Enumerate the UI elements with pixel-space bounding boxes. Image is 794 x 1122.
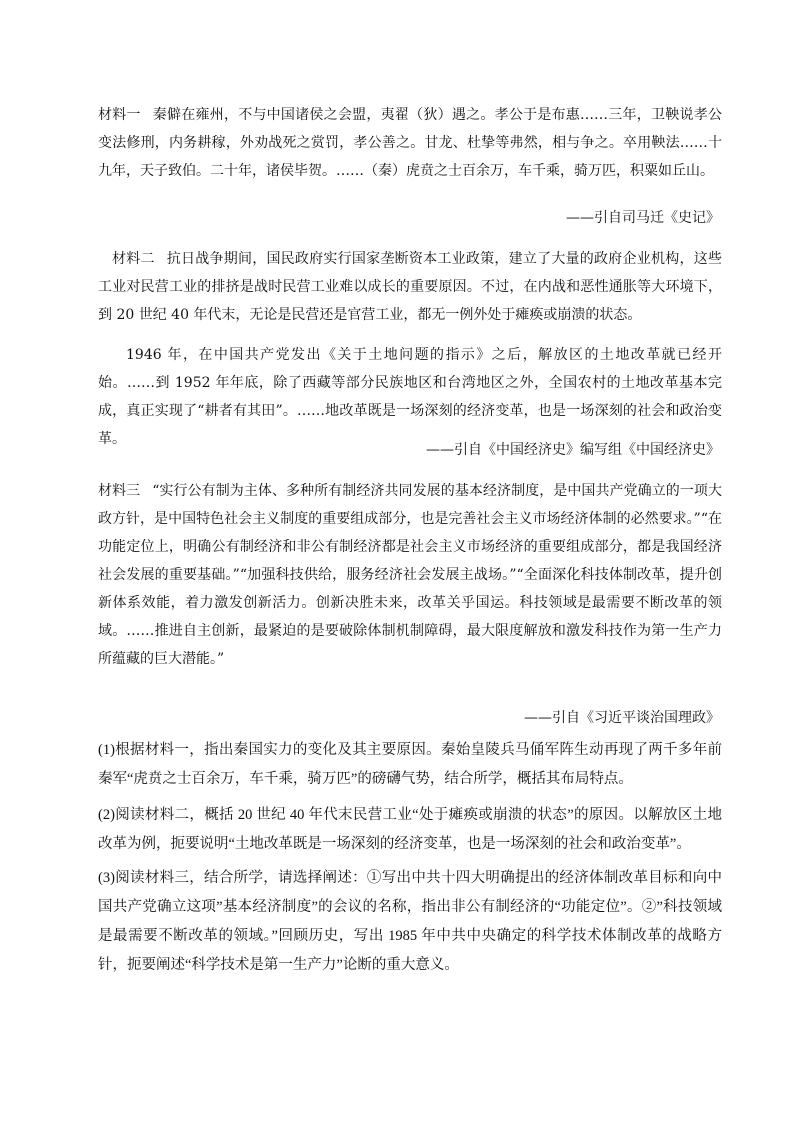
material-2-source: ——引自《中国经济史》编写组《中国经济史》 — [426, 442, 720, 458]
material-2-paragraph-2: 1946 年，在中国共产党发出《关于土地问题的指示》之后，解放区的土地改革就已经开始。……到 1952 年年底，除了西藏等部分民族地区和台湾地区之外，全国农村的土地改革基本完成，真正实现了“耕者有其田”。……地改革既是一场深刻的经济变革，也是一场深刻的社会和政治变革。 — [98, 347, 722, 447]
question-1: (1)根据材料一，指出秦国实力的变化及其主要原因。秦始皇陵兵马俑军阵生动再现了两千多年前秦军“虎贲之士百余万，车千乘，骑万匹”的磅礴气势，结合所学，概括其布局特点。 — [98, 742, 722, 787]
material-1-source: ——引自司马迁《史记》 — [566, 210, 720, 226]
material-3-text: “实行公有制为主体、多种所有制经济共同发展的基本经济制度，是中国共产党确立的一项大政方针，是中国特色社会主义制度的重要组成部分，也是完善社会主义市场经济体制的必然要求。”“在功能定位上，明确公有制经济和非公有制经济都是社会主义市场经济的重要组成部分，都是我国经济社会发展的重要基础。”“加强科技供给，服务经济社会发展主战场。”“全面深化科技体制改革，提升创新体系效能，着力激发创新活力。创新决胜未来，改革关乎国运。科技领域是最需要不断改革的领域。……推进自主创新，最紧迫的是要破除体制机制障碍，最大限度解放和激发科技作为第一生产力所蕴藏的巨大潜能。” — [98, 483, 723, 667]
material-2-text-1: 抗日战争期间，国民政府实行国家垄断资本工业政策，建立了大量的政府企业机构，这些工业对民营工业的排挤是战时民营工业难以成长的重要原因。不过，在内战和恶性通胀等大环境下，到 20 世纪 40 年代末，无论是民营还是官营工业，都无一例外处于瘫痪或崩溃的状态。 — [98, 251, 723, 323]
question-2: (2)阅读材料二，概括 20 世纪 40 年代末民营工业“处于瘫痪或崩溃的状态”的原因。以解放区土地改革为例，扼要说明“土地改革既是一场深刻的经济变革，也是一场深刻的社会和政治变革”。 — [98, 807, 722, 852]
material-3-source: ——引自《习近平谈治国理政》 — [524, 710, 720, 726]
material-1-paragraph — [98, 101, 722, 185]
material-2-label: 材料二 — [112, 251, 155, 267]
material-1-text: 秦僻在雍州，不与中国诸侯之会盟，夷翟（狄）遇之。孝公于是布惠……三年，卫鞅说孝公变法修刑，内务耕稼，外劝战死之赏罚，孝公善之。甘龙、杜挚等弗然，相与争之。卒用鞅法……十九年，天子致伯。二十年，诸侯毕贺。……（秦）虎贲之士百余万，车千乘，骑万匹，积粟如丘山。 — [98, 107, 723, 179]
material-2-paragraph-1 — [98, 245, 722, 329]
material-3-label: 材料三 — [98, 483, 141, 499]
material-1-label: 材料一 — [98, 107, 141, 123]
question-3: (3)阅读材料三，结合所学，请选择阐述：①写出中共十四大明确提出的经济体制改革目标和向中国共产党确立这项”基本经济制度”的会议的名称，指出非公有制经济的“功能定位”。②”科技领域是最需要不断改革的领域。”回顾历史，写出 1985 年中共中央确定的科学技术体制改革的战略方针，扼要阐述“科学技术是第一生产力”论断的重大意义。 — [98, 870, 722, 973]
material-3-paragraph — [98, 477, 722, 673]
